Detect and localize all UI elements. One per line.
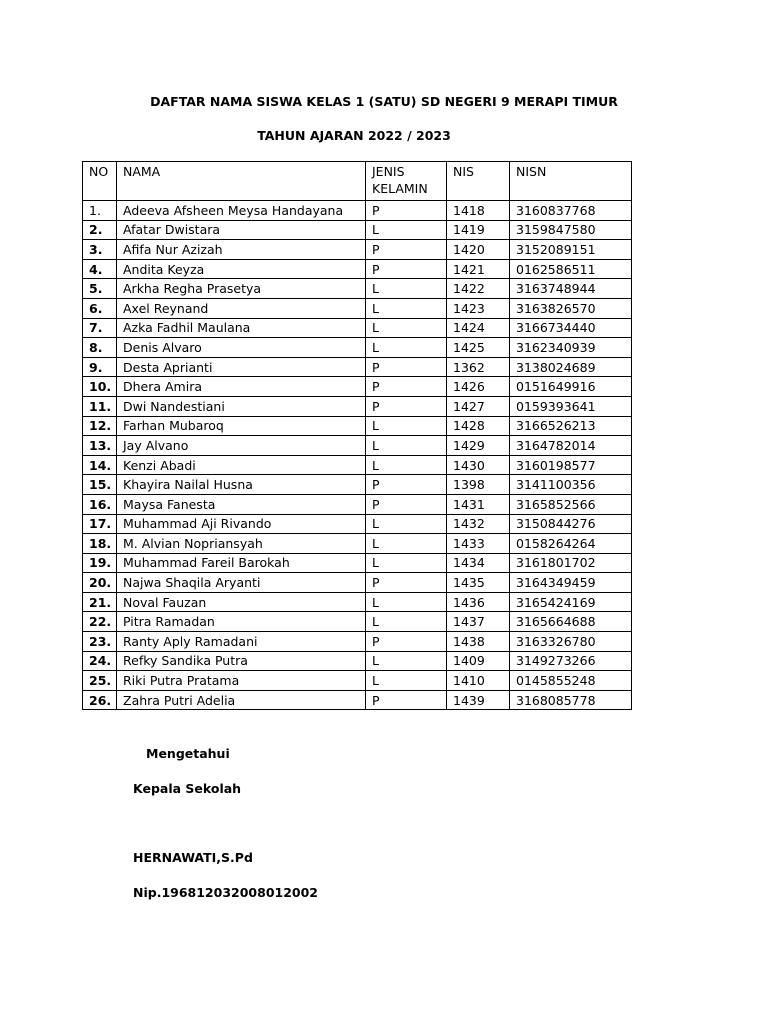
cell-nama: Khayira Nailal Husna: [117, 475, 366, 495]
cell-jenis-kelamin: L: [366, 220, 447, 240]
table-row: [83, 318, 632, 338]
cell-nis: 1439: [447, 690, 510, 710]
cell-no: 2.: [83, 220, 117, 240]
cell-no: 26.: [83, 690, 117, 710]
cell-nis: 1419: [447, 220, 510, 240]
principal-name: HERNAWATI,S.Pd: [133, 850, 253, 865]
cell-nisn: 3138024689: [510, 357, 632, 377]
cell-nis: 1421: [447, 259, 510, 279]
cell-jenis-kelamin: L: [366, 534, 447, 554]
cell-no: 21.: [83, 592, 117, 612]
cell-nis: 1410: [447, 671, 510, 691]
cell-nama: Azka Fadhil Maulana: [117, 318, 366, 338]
principal-position: Kepala Sekolah: [133, 781, 242, 796]
table-row: [83, 377, 632, 397]
cell-nisn: 3141100356: [510, 475, 632, 495]
header-no: NO: [83, 162, 117, 201]
header-jenis: JENIS: [372, 164, 405, 179]
cell-no: 17.: [83, 514, 117, 534]
cell-no: 23.: [83, 632, 117, 652]
cell-nisn: 3166734440: [510, 318, 632, 338]
cell-jenis-kelamin: L: [366, 338, 447, 358]
cell-jenis-kelamin: L: [366, 455, 447, 475]
cell-nis: 1426: [447, 377, 510, 397]
cell-nisn: 3164782014: [510, 436, 632, 456]
document-subtitle: TAHUN AJARAN 2022 / 2023: [257, 128, 451, 143]
table-row: [83, 690, 632, 710]
cell-nama: Adeeva Afsheen Meysa Handayana: [117, 201, 366, 221]
cell-nama: Dwi Nandestiani: [117, 396, 366, 416]
table-row: [83, 396, 632, 416]
table-row: [83, 259, 632, 279]
table-row: [83, 651, 632, 671]
cell-nama: Ranty Aply Ramadani: [117, 632, 366, 652]
cell-jenis-kelamin: P: [366, 357, 447, 377]
cell-nis: 1425: [447, 338, 510, 358]
cell-nama: Riki Putra Pratama: [117, 671, 366, 691]
cell-no: 12.: [83, 416, 117, 436]
table-row: [83, 416, 632, 436]
cell-nama: Andita Keyza: [117, 259, 366, 279]
cell-nisn: 3163326780: [510, 632, 632, 652]
cell-jenis-kelamin: L: [366, 671, 447, 691]
cell-nama: Noval Fauzan: [117, 592, 366, 612]
header-nisn: NISN: [510, 162, 632, 201]
cell-jenis-kelamin: L: [366, 318, 447, 338]
cell-nis: 1432: [447, 514, 510, 534]
cell-jenis-kelamin: P: [366, 240, 447, 260]
header-nama: NAMA: [117, 162, 366, 201]
cell-jenis-kelamin: P: [366, 377, 447, 397]
cell-jenis-kelamin: L: [366, 298, 447, 318]
cell-nisn: 3168085778: [510, 690, 632, 710]
cell-no: 7.: [83, 318, 117, 338]
table-row: [83, 534, 632, 554]
cell-nama: Arkha Regha Prasetya: [117, 279, 366, 299]
table-row: [83, 357, 632, 377]
cell-nama: Kenzi Abadi: [117, 455, 366, 475]
cell-jenis-kelamin: P: [366, 573, 447, 593]
table-row: [83, 514, 632, 534]
cell-nama: Desta Aprianti: [117, 357, 366, 377]
table-row: [83, 573, 632, 593]
cell-nis: 1427: [447, 396, 510, 416]
cell-nisn: 0151649916: [510, 377, 632, 397]
cell-no: 16.: [83, 494, 117, 514]
cell-nis: 1437: [447, 612, 510, 632]
header-jenis-kelamin: [366, 162, 447, 201]
cell-nisn: 3160837768: [510, 201, 632, 221]
cell-nama: Farhan Mubaroq: [117, 416, 366, 436]
cell-nisn: 3152089151: [510, 240, 632, 260]
table-row: [83, 494, 632, 514]
cell-nis: 1429: [447, 436, 510, 456]
table-row: [83, 220, 632, 240]
header-nis: NIS: [447, 162, 510, 201]
cell-no: 1.: [83, 201, 117, 221]
cell-nisn: 3149273266: [510, 651, 632, 671]
cell-no: 20.: [83, 573, 117, 593]
cell-no: 6.: [83, 298, 117, 318]
cell-jenis-kelamin: P: [366, 690, 447, 710]
table-row: [83, 612, 632, 632]
cell-jenis-kelamin: L: [366, 612, 447, 632]
cell-nama: Pitra Ramadan: [117, 612, 366, 632]
cell-nis: 1430: [447, 455, 510, 475]
cell-jenis-kelamin: L: [366, 651, 447, 671]
cell-nisn: 3163748944: [510, 279, 632, 299]
cell-jenis-kelamin: P: [366, 632, 447, 652]
cell-jenis-kelamin: L: [366, 416, 447, 436]
cell-nisn: 3161801702: [510, 553, 632, 573]
cell-nis: 1428: [447, 416, 510, 436]
principal-nip: Nip.196812032008012002: [133, 885, 318, 900]
cell-nis: 1423: [447, 298, 510, 318]
cell-nama: Afifa Nur Azizah: [117, 240, 366, 260]
table-row: [83, 553, 632, 573]
cell-no: 25.: [83, 671, 117, 691]
cell-nisn: 3160198577: [510, 455, 632, 475]
table-row: [83, 475, 632, 495]
cell-nisn: 3165852566: [510, 494, 632, 514]
cell-nisn: 0162586511: [510, 259, 632, 279]
cell-jenis-kelamin: L: [366, 279, 447, 299]
cell-no: 19.: [83, 553, 117, 573]
cell-no: 13.: [83, 436, 117, 456]
cell-nama: Denis Alvaro: [117, 338, 366, 358]
cell-nisn: 3165424169: [510, 592, 632, 612]
cell-nama: Jay Alvano: [117, 436, 366, 456]
cell-nama: Afatar Dwistara: [117, 220, 366, 240]
table-row: [83, 592, 632, 612]
cell-nis: 1431: [447, 494, 510, 514]
cell-no: 11.: [83, 396, 117, 416]
cell-no: 5.: [83, 279, 117, 299]
cell-nisn: 3162340939: [510, 338, 632, 358]
table-row: [83, 436, 632, 456]
cell-nama: Zahra Putri Adelia: [117, 690, 366, 710]
cell-nisn: 3163826570: [510, 298, 632, 318]
cell-nisn: 3165664688: [510, 612, 632, 632]
table-row: [83, 455, 632, 475]
cell-nisn: 0158264264: [510, 534, 632, 554]
cell-nisn: 3159847580: [510, 220, 632, 240]
cell-nis: 1362: [447, 357, 510, 377]
cell-jenis-kelamin: P: [366, 201, 447, 221]
cell-nisn: 0159393641: [510, 396, 632, 416]
table-row: [83, 298, 632, 318]
cell-no: 4.: [83, 259, 117, 279]
cell-nis: 1418: [447, 201, 510, 221]
header-kelamin: KELAMIN: [372, 181, 428, 196]
cell-nisn: 0145855248: [510, 671, 632, 691]
document-title: DAFTAR NAMA SISWA KELAS 1 (SATU) SD NEGERI 9 MERAPI TIMUR: [150, 94, 618, 109]
cell-nisn: 3164349459: [510, 573, 632, 593]
cell-no: 14.: [83, 455, 117, 475]
cell-nis: 1433: [447, 534, 510, 554]
cell-jenis-kelamin: P: [366, 475, 447, 495]
cell-no: 18.: [83, 534, 117, 554]
cell-jenis-kelamin: L: [366, 436, 447, 456]
table-header-row: [83, 162, 632, 201]
cell-nama: M. Alvian Nopriansyah: [117, 534, 366, 554]
table-row: [83, 201, 632, 221]
acknowledged-label: Mengetahui: [146, 746, 230, 761]
cell-jenis-kelamin: P: [366, 259, 447, 279]
cell-no: 10.: [83, 377, 117, 397]
table-row: [83, 632, 632, 652]
cell-nama: Axel Reynand: [117, 298, 366, 318]
cell-nama: Refky Sandika Putra: [117, 651, 366, 671]
cell-jenis-kelamin: L: [366, 592, 447, 612]
cell-nis: 1409: [447, 651, 510, 671]
cell-no: 15.: [83, 475, 117, 495]
cell-nis: 1434: [447, 553, 510, 573]
cell-jenis-kelamin: P: [366, 494, 447, 514]
cell-nis: 1438: [447, 632, 510, 652]
cell-nis: 1435: [447, 573, 510, 593]
cell-no: 24.: [83, 651, 117, 671]
table-row: [83, 279, 632, 299]
cell-nis: 1436: [447, 592, 510, 612]
cell-jenis-kelamin: L: [366, 553, 447, 573]
cell-no: 3.: [83, 240, 117, 260]
cell-nama: Maysa Fanesta: [117, 494, 366, 514]
cell-no: 9.: [83, 357, 117, 377]
cell-jenis-kelamin: P: [366, 396, 447, 416]
cell-nama: Dhera Amira: [117, 377, 366, 397]
cell-nis: 1422: [447, 279, 510, 299]
cell-nama: Muhammad Aji Rivando: [117, 514, 366, 534]
cell-no: 22.: [83, 612, 117, 632]
cell-nis: 1420: [447, 240, 510, 260]
cell-jenis-kelamin: L: [366, 514, 447, 534]
cell-nis: 1398: [447, 475, 510, 495]
table-row: [83, 338, 632, 358]
cell-nisn: 3166526213: [510, 416, 632, 436]
cell-no: 8.: [83, 338, 117, 358]
cell-nama: Najwa Shaqila Aryanti: [117, 573, 366, 593]
student-table: [82, 161, 632, 710]
cell-nama: Muhammad Fareil Barokah: [117, 553, 366, 573]
table-row: [83, 240, 632, 260]
cell-nisn: 3150844276: [510, 514, 632, 534]
table-row: [83, 671, 632, 691]
cell-nis: 1424: [447, 318, 510, 338]
